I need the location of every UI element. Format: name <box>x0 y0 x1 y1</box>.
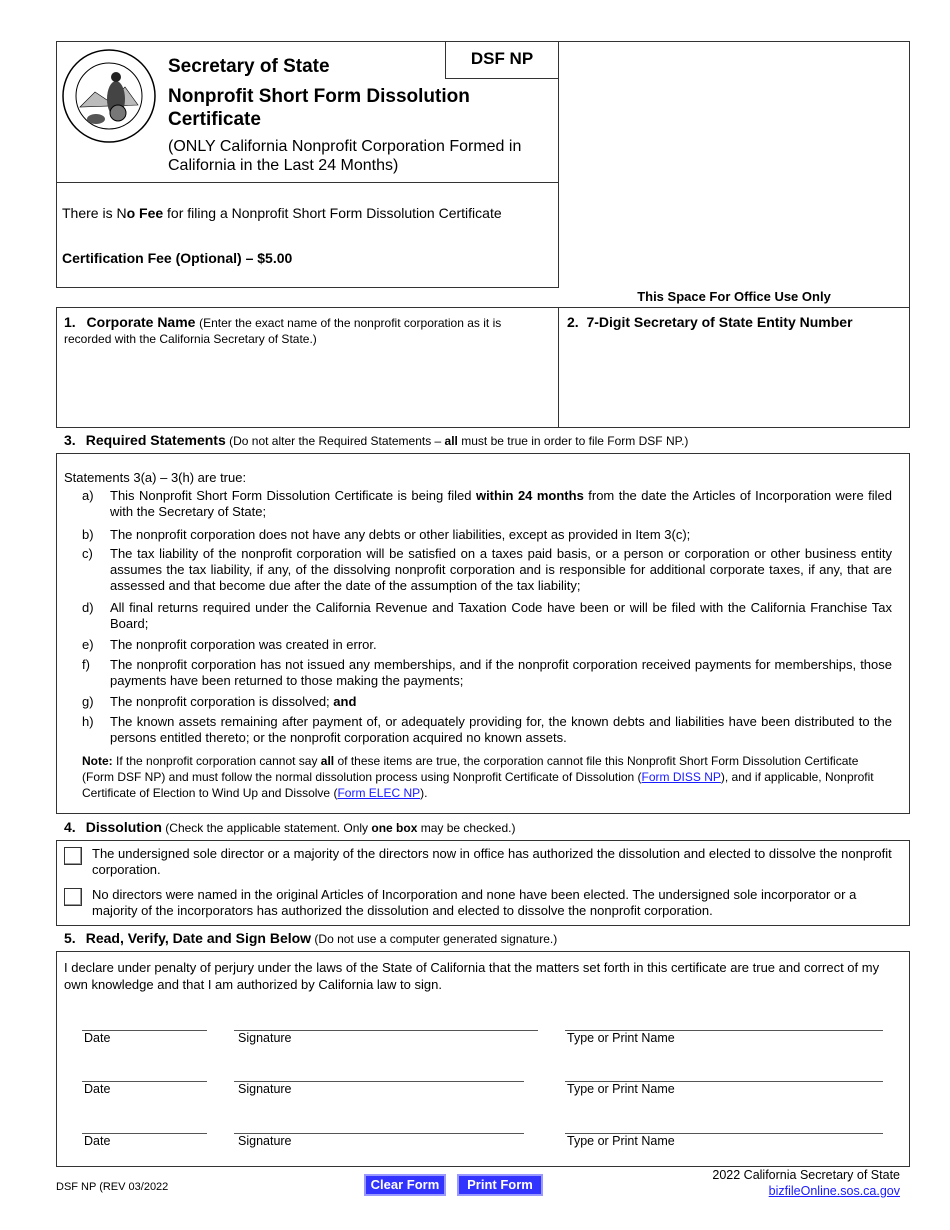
item2-num: 2. <box>567 314 579 330</box>
copyright: 2022 California Secretary of State <box>712 1168 900 1182</box>
print-name-label: Type or Print Name <box>567 1082 675 1096</box>
item4-note-post: may be checked.) <box>417 821 516 835</box>
date-label: Date <box>84 1082 111 1096</box>
print-form-button[interactable]: Print Form <box>457 1174 543 1196</box>
statement-letter: h) <box>82 714 94 729</box>
agency-name: Secretary of State <box>168 56 330 77</box>
no-fee-pre: There is N <box>62 205 127 221</box>
dissolution-option-1: The undersigned sole director or a majority of the directors now in office has authorized the dissolution and elected to dissolve the nonprofit corporation. <box>92 846 892 877</box>
item4-note-pre: (Check the applicable statement. Only <box>165 821 372 835</box>
section4-heading <box>64 819 515 835</box>
dissolution-option-2-checkbox[interactable] <box>64 888 82 906</box>
statement-text-end: from the date the Articles of Incorporation were filed with the Secretary of State; <box>110 488 892 519</box>
item5-note: (Do not use a computer generated signature.) <box>314 932 558 946</box>
statement-letter: e) <box>82 637 94 652</box>
signature-label: Signature <box>238 1082 292 1096</box>
item1-num: 1. <box>64 314 76 330</box>
statement-letter: g) <box>82 694 94 709</box>
item2-label: 7-Digit Secretary of State Entity Number <box>586 314 853 330</box>
statement-a <box>82 488 892 520</box>
statement-text: All final returns required under the California Revenue and Taxation Code have been or will be filed with the California Franchise Tax Board; <box>110 600 892 631</box>
entity-number-label <box>567 314 853 330</box>
statement-text: The tax liability of the nonprofit corporation will be satisfied on a taxes paid basis, or a person or corporation or other business entity assumes the tax liability, if any, of the dissolving nonprofit corporation and is responsible for additional corporate taxes, if any, that are assessed and that become due after the date of the assumption of the tax liability; <box>110 546 892 593</box>
item1-note: (Enter the exact name of the nonprofit corporation as it is recorded with the California Secretary of State.) <box>64 316 502 346</box>
item4-note-bold: one box <box>371 821 418 835</box>
item1-label: Corporate Name <box>86 314 196 330</box>
corporate-name-label <box>64 315 544 347</box>
statement-text: The nonprofit corporation does not have any debts or other liabilities, except as provided in Item 3(c); <box>110 527 691 542</box>
date-label: Date <box>84 1134 111 1148</box>
dissolution-option-2: No directors were named in the original Articles of Incorporation and none have been elected. The undersigned sole incorporator or a majority of the incorporators has authorized the dissolution and elected to dissolve the nonprofit corporation. <box>92 887 857 918</box>
form-subtitle: (ONLY California Nonprofit Corporation Formed in California in the Last 24 Months) <box>168 138 522 174</box>
item3-note-post: must be true in order to file Form DSF NP.) <box>457 434 689 448</box>
statement-c <box>82 546 892 594</box>
statement-f <box>82 657 892 689</box>
dissolution-option-1-checkbox[interactable] <box>64 847 82 865</box>
certification-fee: Certification Fee (Optional) – $5.00 <box>62 250 293 266</box>
statement-bold: within 24 months <box>475 488 584 503</box>
note-2: of these items are true, the corporation cannot file this Nonprofit Short Form Dissolution Certificate (Form DSF NP) and must follow the normal dissolution process using Nonprofit Certificate of Dissolution ( <box>82 754 859 784</box>
date-label: Date <box>84 1031 111 1045</box>
statement-b <box>82 527 892 543</box>
statements-intro: Statements 3(a) – 3(h) are true: <box>64 470 247 485</box>
statement-letter: f) <box>82 657 90 672</box>
note-4: ). <box>420 786 428 800</box>
item4-num: 4. <box>64 819 76 835</box>
statement-text: The known assets remaining after payment of, or adequately providing for, the known debts and liabilities have been distributed to the persons entitled thereto; or the nonprofit corporation acquired no known assets. <box>110 714 892 745</box>
no-fee-bold: o Fee <box>126 205 164 221</box>
form-elec-np-link[interactable]: Form ELEC NP <box>337 786 421 800</box>
statement-text: The nonprofit corporation is dissolved; <box>110 694 334 709</box>
statement-letter: b) <box>82 527 94 542</box>
no-fee-post: for filing a Nonprofit Short Form Dissolution Certificate <box>163 205 502 221</box>
statement-d <box>82 600 892 632</box>
item5-label: Read, Verify, Date and Sign Below <box>85 930 312 946</box>
form-code: DSF NP <box>470 49 534 68</box>
signature-label: Signature <box>238 1134 292 1148</box>
item3-note-bold: all <box>444 434 458 448</box>
item3-note-pre: (Do not alter the Required Statements – <box>229 434 445 448</box>
statement-text: This Nonprofit Short Form Dissolution Certificate is being filed <box>110 488 476 503</box>
website-link[interactable]: bizfileOnline.sos.ca.gov <box>768 1184 900 1198</box>
office-use-label: This Space For Office Use Only <box>637 289 831 304</box>
item3-num: 3. <box>64 432 76 448</box>
print-name-label: Type or Print Name <box>567 1134 675 1148</box>
note-3: ), and if applicable, Nonprofit Certificate of Election to Wind Up and Dissolve ( <box>82 770 874 800</box>
statement-e <box>82 637 892 653</box>
statements-note <box>82 753 892 801</box>
revision-label: DSF NP (REV 03/2022 <box>56 1181 169 1193</box>
note-1: If the nonprofit corporation cannot say <box>112 754 321 768</box>
statement-letter: d) <box>82 600 94 615</box>
declaration: I declare under penalty of perjury under the laws of the State of California that the matters set forth in this certificate are true and correct of my own knowledge and that I am authorized by California law to sign. <box>64 960 880 992</box>
form-diss-np-link[interactable]: Form DISS NP <box>641 770 721 784</box>
statement-text: The nonprofit corporation was created in error. <box>110 637 377 652</box>
statement-h <box>82 714 892 746</box>
item4-label: Dissolution <box>85 819 162 835</box>
state-seal-logo <box>60 47 158 145</box>
item5-num: 5. <box>64 930 76 946</box>
note-label: Note: <box>82 754 113 768</box>
section3-heading <box>64 432 688 448</box>
statement-letter: a) <box>82 488 94 503</box>
signature-label: Signature <box>238 1031 292 1045</box>
statement-text: The nonprofit corporation has not issued any memberships, and if the nonprofit corporation received payments for memberships, those payments have been returned to those making the payments; <box>110 657 892 688</box>
statement-bold: and <box>333 694 357 709</box>
statement-g <box>82 694 892 710</box>
no-fee-text <box>62 204 502 222</box>
clear-form-button[interactable]: Clear Form <box>364 1174 446 1196</box>
section5-heading <box>64 930 557 946</box>
form-title: Nonprofit Short Form Dissolution Certificate <box>168 86 470 130</box>
note-bold: all <box>320 754 335 768</box>
item3-label: Required Statements <box>85 432 226 448</box>
fee-box <box>56 182 559 288</box>
statement-letter: c) <box>82 546 93 561</box>
print-name-label: Type or Print Name <box>567 1031 675 1045</box>
